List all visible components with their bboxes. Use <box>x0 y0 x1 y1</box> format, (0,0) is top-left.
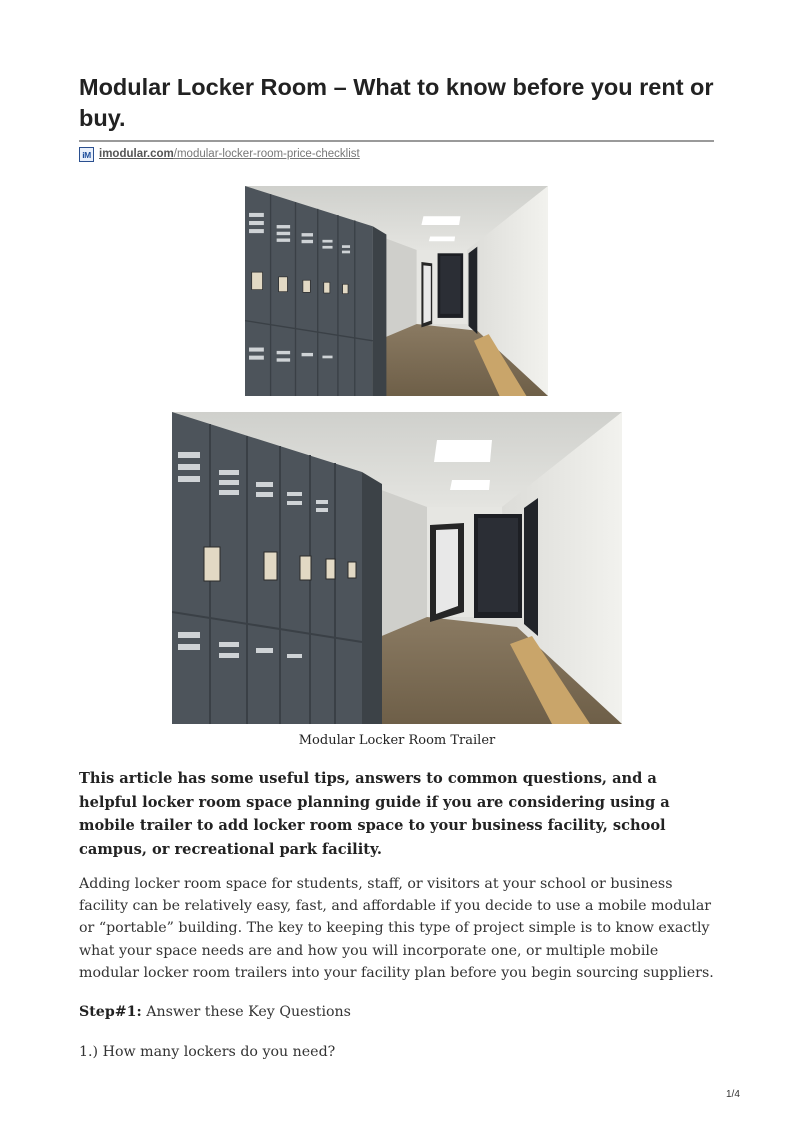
source-domain-link[interactable]: imodular.com <box>99 148 174 160</box>
locker-room-photo-small <box>245 186 548 396</box>
step-label: Step#1: <box>79 1004 142 1020</box>
site-favicon-icon: iM <box>79 147 94 162</box>
step-heading <box>79 1002 351 1022</box>
locker-room-photo-large <box>172 412 622 724</box>
page-title: Modular Locker Room – What to know before you rent or buy. <box>79 74 714 131</box>
lead-paragraph: This article has some useful tips, answers to common questions, and a helpful locker room space planning guide if you are considering using a mobile trailer to add locker room space to your business facility, school campus, or recreational park facility. <box>79 770 670 858</box>
question-item: 1.) How many lockers do you need? <box>79 1044 336 1060</box>
page-number: 1/4 <box>726 1089 740 1100</box>
image-caption: Modular Locker Room Trailer <box>298 733 496 748</box>
title-divider <box>79 140 714 142</box>
source-path-link[interactable]: /modular-locker-room-price-checklist <box>173 148 360 160</box>
step-text: Answer these Key Questions <box>146 1004 351 1020</box>
source-link-row[interactable] <box>79 146 360 162</box>
body-paragraph: Adding locker room space for students, staff, or visitors at your school or business facility can be relatively easy, fast, and affordable if you decide to use a mobile modular or “portable” building. The key to keeping this type of project simple is to know exactly what your space needs are and how you will incorporate one, or multiple mobile modular locker room trailers into your facility plan before you begin sourcing suppliers. <box>79 876 714 981</box>
